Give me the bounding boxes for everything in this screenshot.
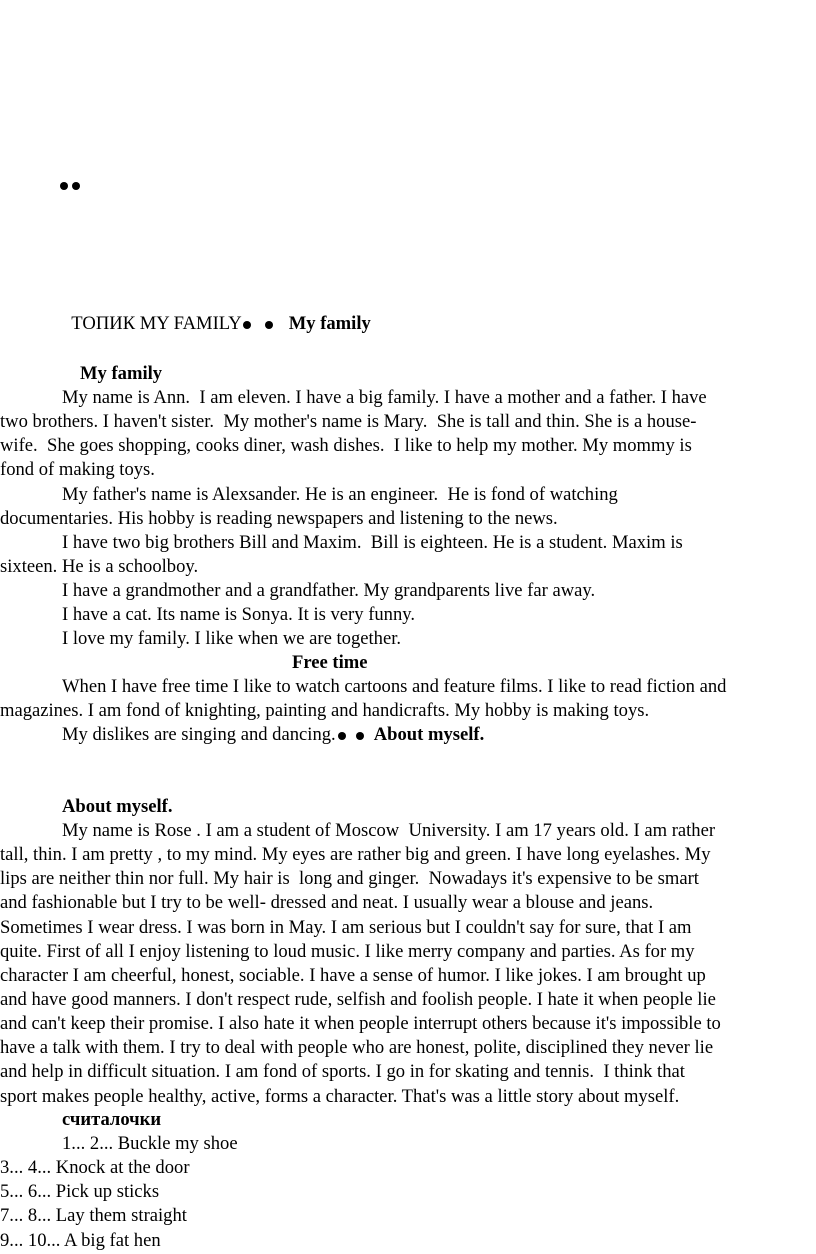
- bullet-icon: [60, 182, 68, 190]
- rhyme-line: 3... 4... Knock at the door: [0, 1157, 190, 1178]
- paragraph-line: and fashionable but I try to be well- dressed and neat. I usually wear a blouse and jeans.: [0, 892, 654, 913]
- rhyme-heading: считалочки: [62, 1109, 162, 1130]
- about-inline-heading: About myself.: [373, 724, 485, 745]
- rhyme-line: 9... 10... A big fat hen: [0, 1230, 161, 1251]
- paragraph-line: quite. First of all I enjoy listening to loud music. I like merry company and parties. As for my: [0, 941, 695, 962]
- paragraph-line: character I am cheerful, honest, sociable. I have a sense of humor. I like jokes. I am brought up: [0, 965, 706, 986]
- paragraph-line: lips are neither thin nor full. My hair is long and ginger. Nowadays it's expensive to be smart: [0, 868, 699, 889]
- paragraph-line: My name is Ann. I am eleven. I have a big family. I have a mother and a father. I have: [62, 387, 707, 408]
- paragraph-line: sixteen. He is a schoolboy.: [0, 556, 199, 577]
- paragraph-line: two brothers. I haven't sister. My mother's name is Mary. She is tall and thin. She is a house-: [0, 411, 697, 432]
- paragraph-line: and have good manners. I don't respect rude, selfish and foolish people. I hate it when people lie: [0, 989, 716, 1010]
- paragraph-line: My name is Rose . I am a student of Moscow University. I am 17 years old. I am rather: [62, 820, 716, 841]
- top-bullets: [60, 173, 84, 197]
- rhyme-line: 5... 6... Pick up sticks: [0, 1181, 160, 1202]
- paragraph-line: I have a cat. Its name is Sonya. It is very funny.: [62, 604, 416, 625]
- paragraph-line: I love my family. I like when we are together.: [62, 628, 402, 649]
- topic-label: ТОПИК MY FAMILY: [71, 313, 242, 335]
- paragraph-line: My father's name is Alexsander. He is an engineer. He is fond of watching: [62, 484, 618, 505]
- paragraph-line: magazines. I am fond of knighting, painting and handicrafts. My hobby is making toys.: [0, 700, 650, 721]
- paragraph-line: When I have free time I like to watch cartoons and feature films. I like to read fiction and: [62, 676, 727, 697]
- about-heading: About myself.: [62, 796, 173, 817]
- paragraph-line: tall, thin. I am pretty , to my mind. My eyes are rather big and green. I have long eyelashes. My: [0, 844, 711, 865]
- paragraph-line: I have a grandmother and a grandfather. My grandparents live far away.: [62, 580, 596, 601]
- topic-line: [62, 288, 371, 336]
- topic-title: My family: [288, 313, 371, 335]
- bullet-icon: [356, 732, 364, 740]
- paragraph-line: wife. She goes shopping, cooks diner, wash dishes. I like to help my mother. My mommy is: [0, 435, 692, 456]
- paragraph-line: fond of making toys.: [0, 459, 155, 480]
- bullet-icon: [265, 321, 273, 329]
- paragraph-line: [62, 723, 484, 747]
- paragraph-line: and can't keep their promise. I also hate it when people interrupt others because it's impossible to: [0, 1013, 721, 1034]
- paragraph-line: Sometimes I wear dress. I was born in May. I am serious but I couldn't say for sure, that I am: [0, 917, 692, 938]
- rhyme-line: 7... 8... Lay them straight: [0, 1205, 187, 1226]
- paragraph-line: documentaries. His hobby is reading newspapers and listening to the news.: [0, 508, 558, 529]
- paragraph-line: have a talk with them. I try to deal with people who are honest, polite, disciplined they never lie: [0, 1037, 714, 1058]
- bullet-icon: [243, 321, 251, 329]
- paragraph-line: sport makes people healthy, active, forms a character. That's was a little story about myself.: [0, 1086, 680, 1107]
- paragraph-line: I have two big brothers Bill and Maxim. Bill is eighteen. He is a student. Maxim is: [62, 532, 683, 553]
- bullet-icon: [338, 732, 346, 740]
- paragraph-line: and help in difficult situation. I am fond of sports. I go in for skating and tennis. I think that: [0, 1061, 685, 1082]
- dislikes-text: My dislikes are singing and dancing.: [62, 724, 336, 745]
- bullet-icon: [72, 182, 80, 190]
- free-time-heading: Free time: [292, 652, 368, 673]
- rhyme-line: 1... 2... Buckle my shoe: [62, 1133, 238, 1154]
- family-heading: My family: [80, 363, 163, 384]
